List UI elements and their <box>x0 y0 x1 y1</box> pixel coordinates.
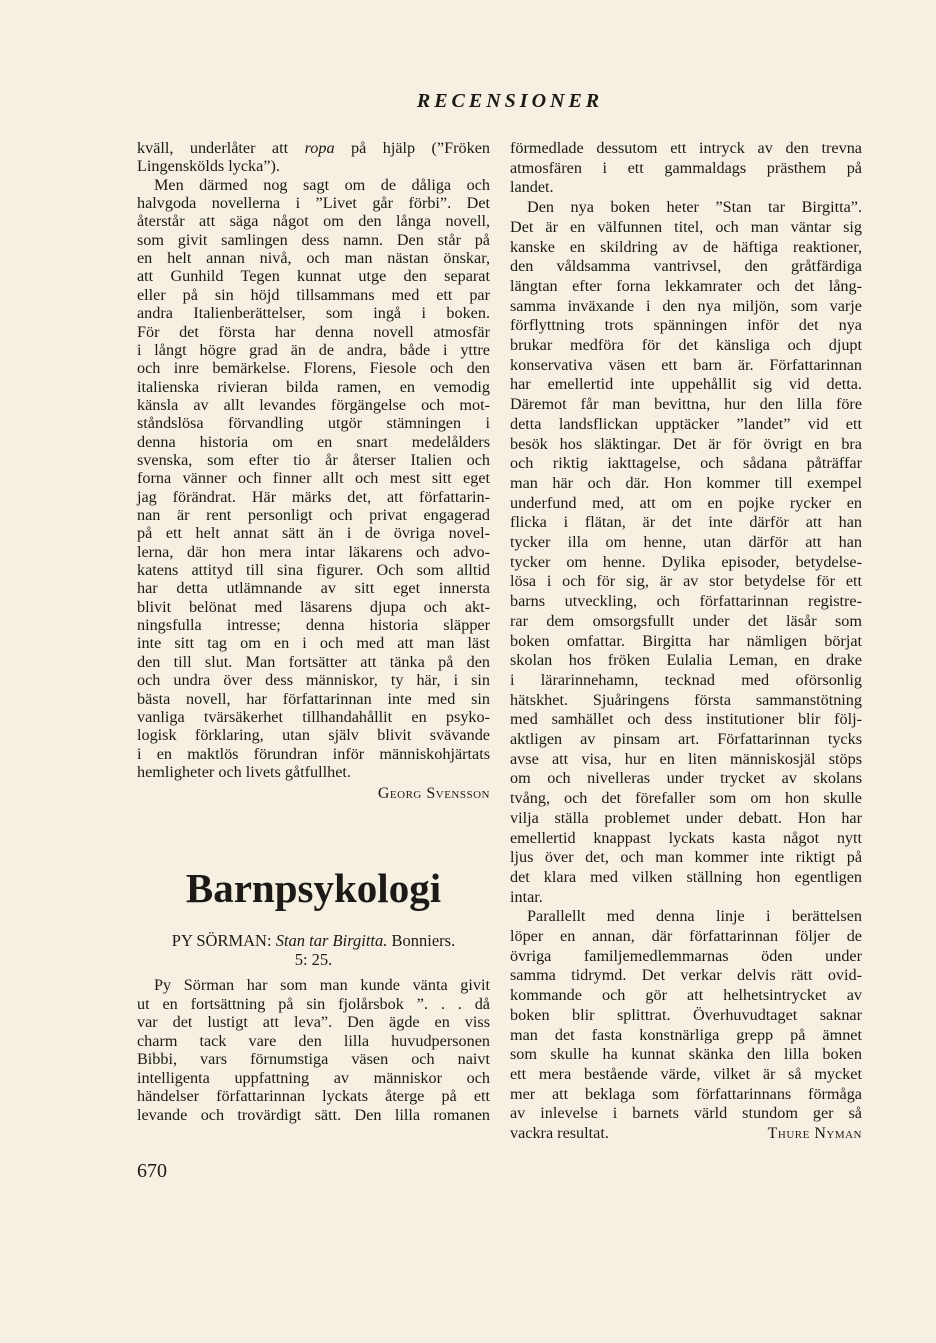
text-line: levande och trovärdigt sätt. Den lilla romanen <box>137 1105 490 1124</box>
text-line: den till slut. Man fortsätter att tänka på den <box>137 652 490 671</box>
text-line: charm tack vare den lilla huvudpersonen <box>137 1031 490 1050</box>
text-line: tvång, och det förefaller som om hon skulle <box>510 789 862 808</box>
text-segment: kväll, underlåter att <box>137 139 305 157</box>
text-line: besök hos släktingar. Det är för övrigt en bra <box>510 434 862 453</box>
text-line: Men därmed nog sagt om de dåliga och <box>154 175 490 194</box>
text-line: samma inväxande i den nya miljön, som varje <box>510 296 862 315</box>
text-line: med samhället och dess institutioner blir följ- <box>510 710 862 729</box>
text-line: har detta utlämnande av sitt eget innersta <box>137 579 490 598</box>
text-line: intar. <box>510 887 543 906</box>
text-line: atmosfären i ett gammaldags prästhem på <box>510 158 862 177</box>
text-line: svenska, som efter tio år återser Italien och <box>137 450 490 469</box>
reviewer-signature: Georg Svensson <box>377 785 490 803</box>
text-line: i en maktlös förundran inför människohjärtats <box>137 744 490 763</box>
text-line: det klara med vilken ställning hon egentligen <box>510 867 862 886</box>
text-line: italienska rivieran bilda ramen, en vemodig <box>137 377 490 396</box>
text-line: andra Italienberättelser, som ingå i boken. <box>137 304 490 323</box>
text-line: om och nivelleras under trycket av skolans <box>510 769 862 788</box>
text-line: övriga familjemedlemmarnas öden under <box>510 946 862 965</box>
text-line: barns utveckling, och författarinnan registre- <box>510 592 862 611</box>
text-line: boken blir splittrat. Överhuvudtaget saknar <box>510 1005 862 1024</box>
text-line: förmedlade dessutom ett intryck av den trevna <box>510 139 862 157</box>
text-line: kanske en skildring av de häftiga reaktioner, <box>510 237 862 256</box>
text-line: längtan efter forna lekkamrater och det lång- <box>510 276 862 295</box>
text-line: brukar medföra för det känsliga och djupt <box>510 336 862 354</box>
text-segment: på hjälp (”Fröken <box>334 139 490 157</box>
text-line: landet. <box>510 178 554 197</box>
text-line: Parallellt med denna linje i berättelsen <box>527 907 862 926</box>
book-publisher: Bonniers. <box>387 931 456 950</box>
text-line: logisk förklaring, utan själv blivit svävande <box>137 726 490 745</box>
text-line: lösa i och för sig, är av stor betydelse för ett <box>510 572 862 591</box>
text-line: underfund med, att om en pojke rycker en <box>510 493 862 512</box>
text-line: detta landsflickan upptäcker ”landet” vid ett <box>510 414 862 433</box>
book-price: 5: 25. <box>294 950 333 969</box>
text-line: Det är en välfunnen titel, och man väntar sig <box>510 217 862 236</box>
text-line: emellertid knappast lyckats kasta något nytt <box>510 828 862 847</box>
text-line: hätskhet. Sjuåringens första sammanstötning <box>510 690 862 709</box>
text-line: Den nya boken heter ”Stan tar Birgitta”. <box>527 198 862 217</box>
text-line: rar dem omsorgsfullt under det läsår som <box>510 611 862 630</box>
text-line: som skulle ha kunnat skänka den lilla boken <box>510 1045 862 1064</box>
text-line: man här och där. Hon kommer till exempel <box>510 473 862 492</box>
text-line: skolan hos fröken Eulalia Leman, en drake <box>510 651 862 670</box>
text-line: känsla av allt levandes förgängelse och mot- <box>137 395 490 414</box>
text-line: och inre bemärkelse. Florens, Fiesole och den <box>137 359 490 378</box>
text-line: som givit samlingen dess namn. Den står på <box>137 230 490 249</box>
text-line: att Gunhild Tegen kunnat utge den separat <box>137 267 490 286</box>
text-line: vackra resultat. <box>510 1124 609 1142</box>
text-line: Bibbi, vars förnumstiga väsen och naivt <box>137 1050 490 1068</box>
running-head: RECENSIONER <box>416 90 604 112</box>
text-line: För det första har denna novell atmosfär <box>137 322 490 341</box>
review-byline <box>137 931 490 950</box>
text-line: blivit belönat med läsarens djupa och akt- <box>137 597 490 616</box>
text-line: samma tidrymd. Det verkar delvis rätt ovid- <box>510 966 862 985</box>
text-line: konservativa väsen ett barn är. Författarinnan <box>510 355 862 374</box>
text-line: boken omfattar. Birgitta har nämligen börjat <box>510 631 862 650</box>
italic-text: ropa <box>304 139 335 157</box>
text-line: hemligheter och livets gåtfullhet. <box>137 762 351 781</box>
text-line: ståndslösa förvandling utgör stämningen i <box>137 414 490 433</box>
text-line: katens attityd till sina figurer. Och som alltid <box>137 561 490 580</box>
text-line: ljus över det, och man kommer inte riktigt på <box>510 848 862 867</box>
text-line: en helt annan nivå, och man nästan önskar, <box>137 249 490 268</box>
text-line: ut en fortsättning på sin fjolårsbok ”. . . då <box>137 994 490 1013</box>
book-title: Stan tar Birgitta. <box>275 931 388 950</box>
text-line: kommande och gör att helhetsintrycket av <box>510 986 862 1005</box>
text-line: mer att beklaga som författarinnans förmåga <box>510 1084 862 1103</box>
text-line: Däremot får man bevittna, hur den lilla före <box>510 395 862 414</box>
section-heading: Barnpsykologi <box>185 865 442 911</box>
text-line: i lärarinnehamn, tecknad med oförsonlig <box>510 670 862 689</box>
text-line: man det fasta konstnärliga grepp på ämnet <box>510 1025 862 1044</box>
text-line: Lingenskölds lycka”). <box>137 157 280 176</box>
text-line: eller på sin höjd tillsammans med ett par <box>137 285 490 304</box>
text-line: återstår att säga något om den långa novell, <box>137 212 490 231</box>
text-line: avse att visa, hur en liten människosjäl stöps <box>510 749 862 768</box>
text-line: ett mera bestående värde, vilket är så mycket <box>510 1064 862 1083</box>
text-line: lerna, där hon mera intar läkarens och advo- <box>137 542 490 561</box>
text-line: ningsfulla intresse; denna historia släpper <box>137 616 490 635</box>
text-line: halvgoda novellerna i ”Livet går förbi”. Det <box>137 194 490 213</box>
text-line: händelser författarinnan lyckats återge på ett <box>137 1087 490 1105</box>
text-line: aktligen av pinsam art. Författarinnan tycks <box>510 730 862 748</box>
text-line: på ett helt annat sätt än i de övriga novel- <box>137 524 490 543</box>
text-line: löper en annan, där författarinnan följer de <box>510 927 862 945</box>
book-author: PY SÖRMAN: <box>171 931 276 950</box>
text-line: jag förändrat. Här märks det, att författarin- <box>137 487 490 506</box>
text-line: har emellertid inte uppehållit sig vid detta. <box>510 375 862 394</box>
text-line: flicka i flätan, är det inte därför att han <box>510 513 862 532</box>
text-line: av inlevelse i barnets värld stundom ger så <box>510 1104 862 1123</box>
text-line: tycker om henne. Dylika episoder, betydelse- <box>510 552 862 571</box>
text-line: Py Sörman har som man kunde vänta givit <box>154 976 490 994</box>
text-line: förflyttning trots spänningen inför det nya <box>510 316 862 335</box>
text-line: denna historia om en snart medelålders <box>137 432 490 451</box>
text-line: forna vänner och finner allt och mest sitt eget <box>137 469 490 488</box>
text-line <box>137 139 490 158</box>
text-line: bästa novell, har författarinnan inte med sin <box>137 689 490 708</box>
reviewer-signature: Thure Nyman <box>767 1125 862 1142</box>
text-line: intelligenta uppfattning av människor och <box>137 1068 490 1087</box>
text-line: i långt högre grad än de andra, både i yttre <box>137 340 490 359</box>
text-line: var det lustigt att leva”. Den ägde en viss <box>137 1013 490 1031</box>
text-line: och riktig iakttagelse, och sådana påträffar <box>510 454 862 473</box>
text-line: vilja ställa problemet under debatt. Hon har <box>510 808 862 827</box>
page-number: 670 <box>137 1160 167 1182</box>
text-line: den våldsamma vantrivsel, den gråtfärdiga <box>510 257 862 276</box>
text-line: tycker illa om henne, utan därför att han <box>510 533 862 551</box>
text-line: nan är rent personligt och privat engagerad <box>137 506 490 524</box>
text-line: inte sitt tag om en i och med att man läst <box>137 634 490 653</box>
text-line: vanliga tvärsäkerhet tillhandahållit en psyko- <box>137 707 490 726</box>
text-line: och undra över dess människor, ty här, i sin <box>137 671 490 690</box>
